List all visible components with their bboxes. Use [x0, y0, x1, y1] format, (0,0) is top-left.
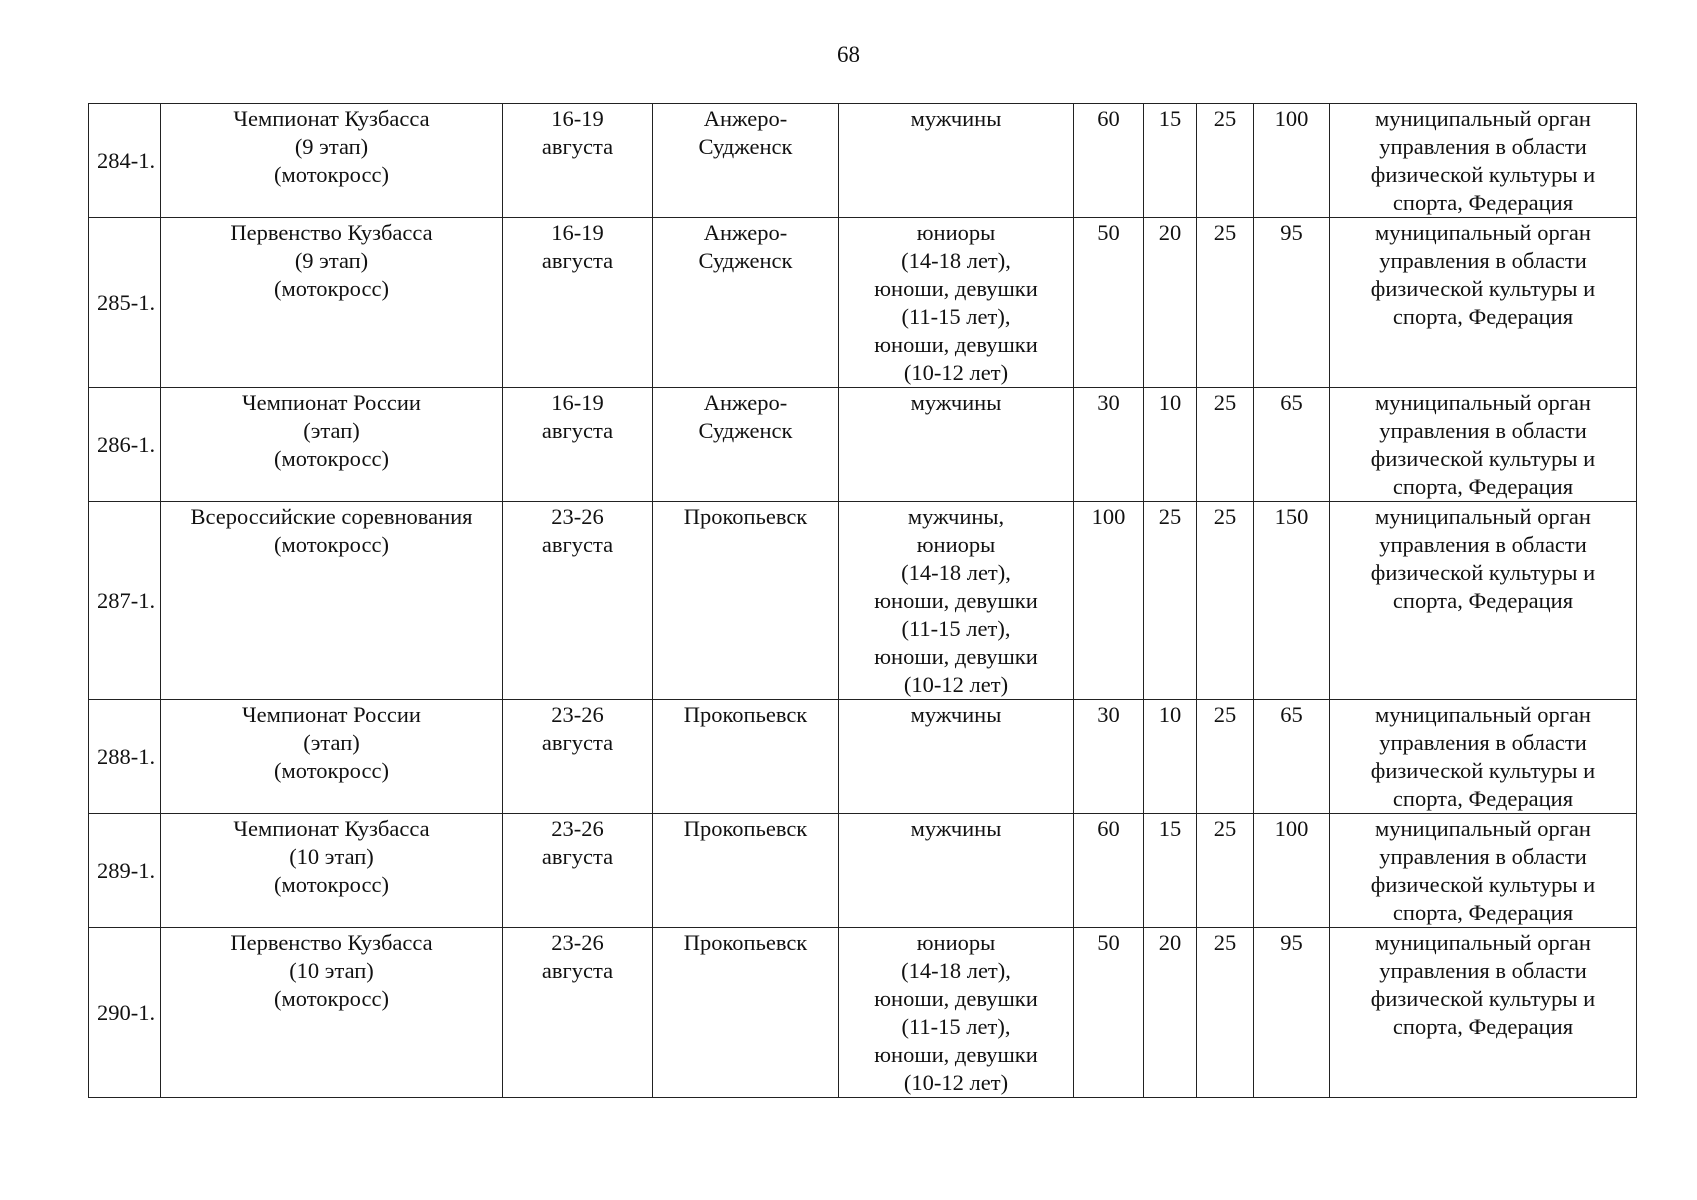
event-participants: юниоры (14-18 лет), юноши, девушки (11-15 лет), юноши, девушки (10-12 лет) — [839, 928, 1074, 1098]
count-col-2: 20 — [1144, 218, 1197, 388]
event-dates: 16-19 августа — [503, 388, 653, 502]
event-organizer: муниципальный орган управления в области физической культуры и спорта, Федерация — [1330, 104, 1637, 218]
count-col-3: 25 — [1197, 502, 1254, 700]
count-col-1: 60 — [1074, 104, 1144, 218]
count-col-1: 60 — [1074, 814, 1144, 928]
table-row — [89, 700, 1637, 814]
event-place: Прокопьевск — [653, 814, 839, 928]
event-dates: 23-26 августа — [503, 928, 653, 1098]
event-name: Чемпионат России (этап) (мотокросс) — [161, 388, 503, 502]
event-organizer: муниципальный орган управления в области физической культуры и спорта, Федерация — [1330, 218, 1637, 388]
count-col-2: 10 — [1144, 700, 1197, 814]
count-col-1: 30 — [1074, 388, 1144, 502]
table-row — [89, 928, 1637, 1098]
count-col-1: 50 — [1074, 218, 1144, 388]
event-dates: 16-19 августа — [503, 104, 653, 218]
count-col-2: 15 — [1144, 104, 1197, 218]
count-col-1: 100 — [1074, 502, 1144, 700]
count-col-1: 30 — [1074, 700, 1144, 814]
table-row — [89, 104, 1637, 218]
event-participants: юниоры (14-18 лет), юноши, девушки (11-15 лет), юноши, девушки (10-12 лет) — [839, 218, 1074, 388]
row-number: 286-1. — [89, 388, 161, 502]
events-table — [88, 103, 1637, 1098]
event-organizer: муниципальный орган управления в области физической культуры и спорта, Федерация — [1330, 502, 1637, 700]
row-number: 288-1. — [89, 700, 161, 814]
event-dates: 23-26 августа — [503, 814, 653, 928]
event-name: Всероссийские соревнования (мотокросс) — [161, 502, 503, 700]
count-col-3: 25 — [1197, 104, 1254, 218]
count-total: 95 — [1254, 928, 1330, 1098]
count-col-2: 10 — [1144, 388, 1197, 502]
count-col-3: 25 — [1197, 388, 1254, 502]
count-col-3: 25 — [1197, 928, 1254, 1098]
row-number: 289-1. — [89, 814, 161, 928]
event-place: Анжеро- Судженск — [653, 104, 839, 218]
row-number: 284-1. — [89, 104, 161, 218]
count-total: 65 — [1254, 700, 1330, 814]
event-participants: мужчины, юниоры (14-18 лет), юноши, девушки (11-15 лет), юноши, девушки (10-12 лет) — [839, 502, 1074, 700]
count-col-2: 20 — [1144, 928, 1197, 1098]
row-number: 285-1. — [89, 218, 161, 388]
event-participants: мужчины — [839, 700, 1074, 814]
event-place: Прокопьевск — [653, 928, 839, 1098]
table-row — [89, 502, 1637, 700]
event-dates: 23-26 августа — [503, 502, 653, 700]
event-name: Первенство Кузбасса (10 этап) (мотокросс) — [161, 928, 503, 1098]
page-number: 68 — [837, 42, 860, 67]
table-row — [89, 218, 1637, 388]
count-col-2: 15 — [1144, 814, 1197, 928]
table-row — [89, 814, 1637, 928]
table-row — [89, 388, 1637, 502]
row-number: 290-1. — [89, 928, 161, 1098]
count-total: 65 — [1254, 388, 1330, 502]
event-organizer: муниципальный орган управления в области физической культуры и спорта, Федерация — [1330, 700, 1637, 814]
event-name: Чемпионат России (этап) (мотокросс) — [161, 700, 503, 814]
event-place: Прокопьевск — [653, 502, 839, 700]
event-organizer: муниципальный орган управления в области физической культуры и спорта, Федерация — [1330, 814, 1637, 928]
event-dates: 23-26 августа — [503, 700, 653, 814]
event-participants: мужчины — [839, 814, 1074, 928]
event-name: Чемпионат Кузбасса (9 этап) (мотокросс) — [161, 104, 503, 218]
count-col-1: 50 — [1074, 928, 1144, 1098]
event-organizer: муниципальный орган управления в области физической культуры и спорта, Федерация — [1330, 928, 1637, 1098]
event-participants: мужчины — [839, 104, 1074, 218]
event-dates: 16-19 августа — [503, 218, 653, 388]
count-col-3: 25 — [1197, 700, 1254, 814]
count-col-3: 25 — [1197, 814, 1254, 928]
count-total: 150 — [1254, 502, 1330, 700]
count-total: 100 — [1254, 814, 1330, 928]
event-participants: мужчины — [839, 388, 1074, 502]
event-place: Анжеро- Судженск — [653, 218, 839, 388]
event-place: Анжеро- Судженск — [653, 388, 839, 502]
row-number: 287-1. — [89, 502, 161, 700]
event-organizer: муниципальный орган управления в области физической культуры и спорта, Федерация — [1330, 388, 1637, 502]
event-name: Чемпионат Кузбасса (10 этап) (мотокросс) — [161, 814, 503, 928]
event-place: Прокопьевск — [653, 700, 839, 814]
count-col-2: 25 — [1144, 502, 1197, 700]
count-col-3: 25 — [1197, 218, 1254, 388]
count-total: 95 — [1254, 218, 1330, 388]
count-total: 100 — [1254, 104, 1330, 218]
event-name: Первенство Кузбасса (9 этап) (мотокросс) — [161, 218, 503, 388]
